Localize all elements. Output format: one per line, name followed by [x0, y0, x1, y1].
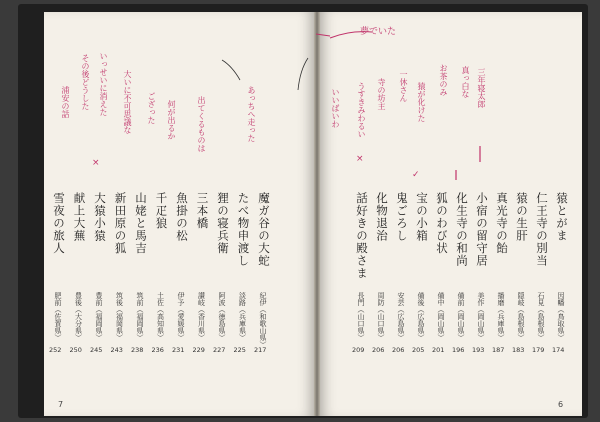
entry-page-number: 174 [552, 346, 565, 354]
handwritten-note: いっせいに消えた [99, 52, 108, 116]
handwritten-top-note: 夢でいた [360, 27, 397, 37]
handwritten-note: 猿が化けた [417, 82, 426, 122]
entry-location: 播磨（兵庫県） [497, 292, 505, 341]
entry-title: 魚掛の松 [175, 192, 189, 242]
entry-page-number: 179 [532, 346, 545, 354]
entry-title: 仁王寺の別当 [535, 192, 549, 267]
handwritten-note: ござった [147, 92, 156, 124]
right-folio: 6 [558, 400, 564, 409]
entry-title: 猿とがま [555, 192, 569, 242]
handwritten-note: その後どうした [81, 54, 90, 110]
entry-title: 献上大蕪 [72, 192, 87, 242]
entry-location: 石見（島根県） [537, 292, 545, 341]
entry-page-number: 183 [512, 346, 525, 354]
entry-location: 豊前（福岡県） [95, 292, 103, 341]
entry-page-number: 193 [472, 346, 485, 354]
entry-title: 小宿の留守居 [475, 192, 489, 267]
entry-page-number: 227 [213, 346, 226, 354]
entry-location: 肥前（佐賀県） [54, 292, 62, 341]
entry-page-number: 217 [254, 346, 267, 354]
entry-page-number: 196 [452, 346, 465, 354]
entry-location: 周防（山口県） [377, 292, 385, 341]
entry-location: 長門（山口県） [357, 292, 365, 341]
entry-location: 備中（岡山県） [437, 292, 445, 341]
handwritten-note: 一休さん [399, 70, 408, 102]
entry-title: 雪夜の旅人 [52, 192, 66, 255]
entry-location: 伊予（愛媛県） [177, 292, 185, 341]
entry-title: 化物退治 [375, 192, 389, 242]
entry-page-number: 252 [49, 346, 62, 354]
entry-page-number: 225 [233, 346, 246, 354]
handwritten-note: 大いに不可思議な [123, 70, 132, 134]
entry-title: 化生寺の和尚 [455, 192, 469, 267]
entry-title: 魔ガ谷の大蛇 [257, 192, 271, 267]
entry-page-number: 243 [110, 346, 123, 354]
entry-page-number: 187 [492, 346, 505, 354]
handwritten-note: 出てくるものは [197, 96, 206, 152]
entry-title: 山姥と馬吉 [134, 192, 148, 255]
entry-location: 豊後（大分県） [74, 292, 83, 341]
ink-stroke [316, 34, 330, 36]
entry-title: 三本橋 [195, 192, 210, 230]
entry-title: 宝の小箱 [415, 192, 429, 242]
entry-location: 筑後（福岡県） [115, 292, 124, 341]
entry-title: 話好きの殿さま [355, 192, 369, 280]
entry-location: 淡路（兵庫県） [238, 292, 247, 341]
entry-title: 真光寺の飴 [495, 192, 509, 255]
entry-title: 新田原の狐 [113, 192, 128, 255]
left-folio: 7 [58, 400, 64, 409]
entry-location: 備前（岡山県） [457, 292, 465, 341]
entry-location: 美作（岡山県） [477, 292, 485, 341]
x-mark: × [92, 158, 100, 168]
handwritten-note: いいばいわ [331, 88, 340, 128]
handwritten-note: あっちへ走った [247, 86, 256, 142]
entry-page-number: 229 [192, 346, 205, 354]
entry-page-number: 206 [372, 346, 385, 354]
entry-title: 狐のわび状 [435, 192, 449, 255]
handwritten-note: 何が出るか [167, 100, 176, 140]
entry-location: 土佐（高知県） [156, 292, 165, 341]
entry-location: 筑前（福岡県） [136, 292, 144, 341]
entry-location: 讃岐（香川県） [197, 292, 206, 341]
entry-title: 大猿小猿 [93, 192, 107, 242]
entry-page-number: 206 [392, 346, 405, 354]
entry-title: 千疋狼 [154, 192, 169, 230]
entry-title: 猿の生肝 [515, 192, 529, 242]
ink-stroke [330, 32, 372, 38]
entry-page-number: 245 [90, 346, 103, 354]
handwritten-note: 真っ白な [461, 66, 470, 98]
entry-page-number: 250 [69, 346, 82, 354]
entry-location: 隠岐（島根県） [517, 292, 525, 341]
entry-location: 紀伊（和歌山県） [259, 292, 267, 348]
entry-location: 因幡（鳥取県） [557, 292, 565, 341]
entry-page-number: 205 [412, 346, 425, 354]
entry-page-number: 231 [172, 346, 185, 354]
entry-location: 備後（広島県） [417, 292, 425, 341]
entry-page-number: 238 [131, 346, 144, 354]
entry-page-number: 201 [432, 346, 445, 354]
entry-page-number: 209 [352, 346, 365, 354]
handwritten-note: お茶のみ [439, 64, 448, 96]
entry-location: 安芸（広島県） [397, 292, 405, 341]
handwritten-note: 寺の坊主 [377, 78, 386, 110]
pencil-stroke [298, 58, 308, 90]
pencil-stroke [222, 60, 240, 80]
x-mark: × [356, 154, 364, 164]
handwritten-note: うすきみわるい [357, 82, 366, 138]
entry-title: 鬼ごろし [395, 192, 409, 242]
handwritten-note: 浦安の話 [61, 86, 70, 118]
check-mark: ✓ [412, 170, 420, 180]
entry-page-number: 236 [151, 346, 164, 354]
entry-title: たべ物申渡し [236, 192, 251, 267]
handwritten-note: 三年寝太郎 [477, 68, 486, 108]
entry-title: 狸の寝兵衛 [216, 192, 230, 255]
entry-location: 阿波（徳島県） [218, 292, 226, 341]
